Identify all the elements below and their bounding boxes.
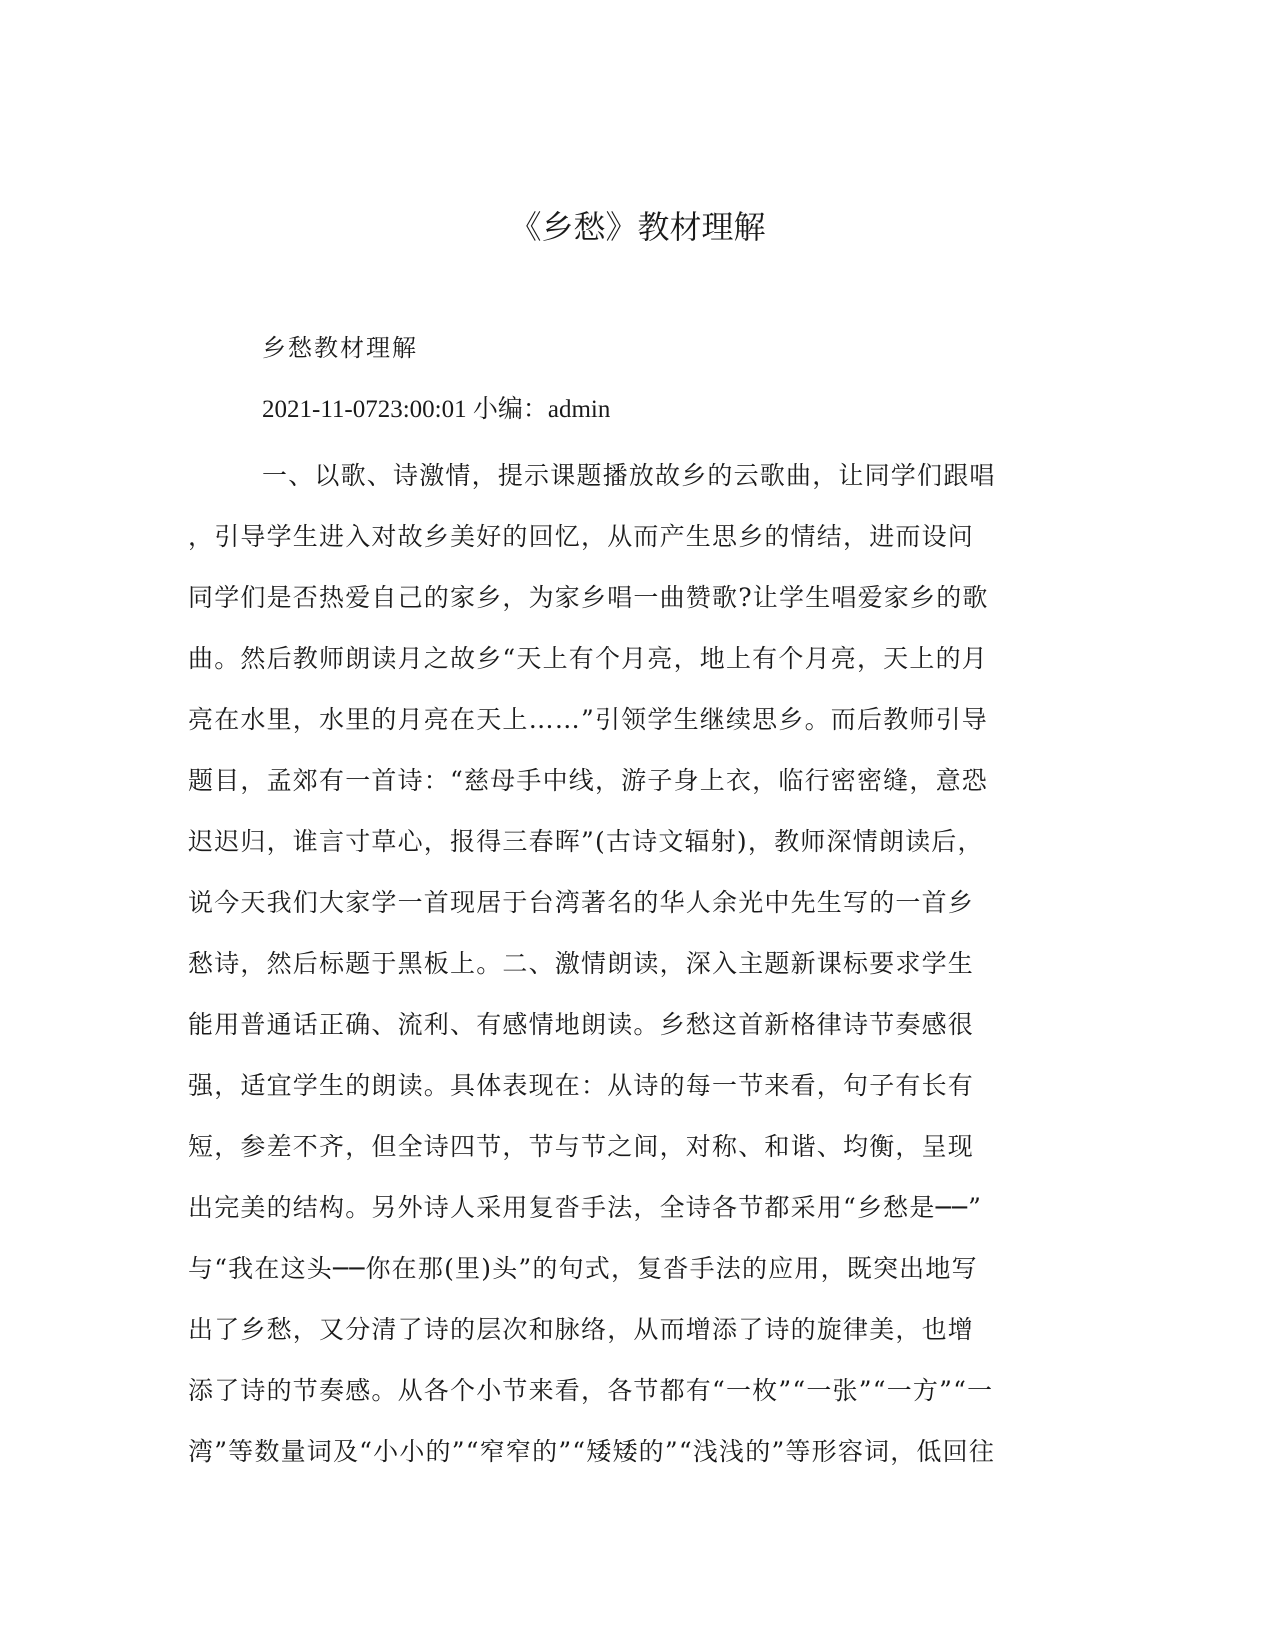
- body-line: 出完美的结构。另外诗人采用复沓手法，全诗各节都采用“乡愁是──”: [188, 1193, 983, 1222]
- body-line: 迟迟归，谁言寸草心，报得三春晖”(古诗文辐射)，教师深情朗读后，: [188, 827, 984, 856]
- body-line: 湾”等数量词及“小小的”“窄窄的”“矮矮的”“浅浅的”等形容词，低回往: [188, 1437, 996, 1466]
- body-line: 说今天我们大家学一首现居于台湾著名的华人余光中先生写的一首乡: [188, 888, 975, 917]
- publish-meta: 2021-11-0723:00:01 小编：admin: [262, 396, 611, 423]
- body-line: 曲。然后教师朗读月之故乡“天上有个月亮，地上有个月亮，天上的月: [188, 644, 988, 673]
- body-line: 愁诗，然后标题于黑板上。二、激情朗读，深入主题新课标要求学生: [188, 949, 975, 978]
- body-line: 亮在水里，水里的月亮在天上……”引领学生继续思乡。而后教师引导: [188, 705, 988, 734]
- body-line: 能用普通话正确、流利、有感情地朗读。乡愁这首新格律诗节奏感很: [188, 1010, 975, 1039]
- body-line: 题目，孟郊有一首诗：“慈母手中线，游子身上衣，临行密密缝，意恐: [188, 766, 988, 795]
- body-line: 出了乡愁，又分清了诗的层次和脉络，从而增添了诗的旋律美，也增: [188, 1315, 975, 1344]
- body-line: 同学们是否热爱自己的家乡，为家乡唱一曲赞歌?让学生唱爱家乡的歌: [188, 583, 989, 612]
- body-line: 与“我在这头──你在那(里)头”的句式，复沓手法的应用，既突出地写: [188, 1254, 978, 1283]
- document-title: 《乡愁》教材理解: [509, 208, 766, 246]
- body-paragraph: [188, 445, 1068, 1482]
- body-line: 一、以歌、诗激情，提示课题播放故乡的云歌曲，让同学们跟唱: [262, 461, 996, 490]
- body-line: 添了诗的节奏感。从各个小节来看，各节都有“一枚”“一张”“一方”“一: [188, 1376, 994, 1405]
- body-line: 短，参差不齐，但全诗四节，节与节之间，对称、和谐、均衡，呈现: [188, 1132, 975, 1161]
- body-line: 强，适宜学生的朗读。具体表现在：从诗的每一节来看，句子有长有: [188, 1071, 975, 1100]
- body-line: ，引导学生进入对故乡美好的回忆，从而产生思乡的情结，进而设问: [188, 522, 975, 551]
- document-subtitle: 乡愁教材理解: [262, 334, 418, 362]
